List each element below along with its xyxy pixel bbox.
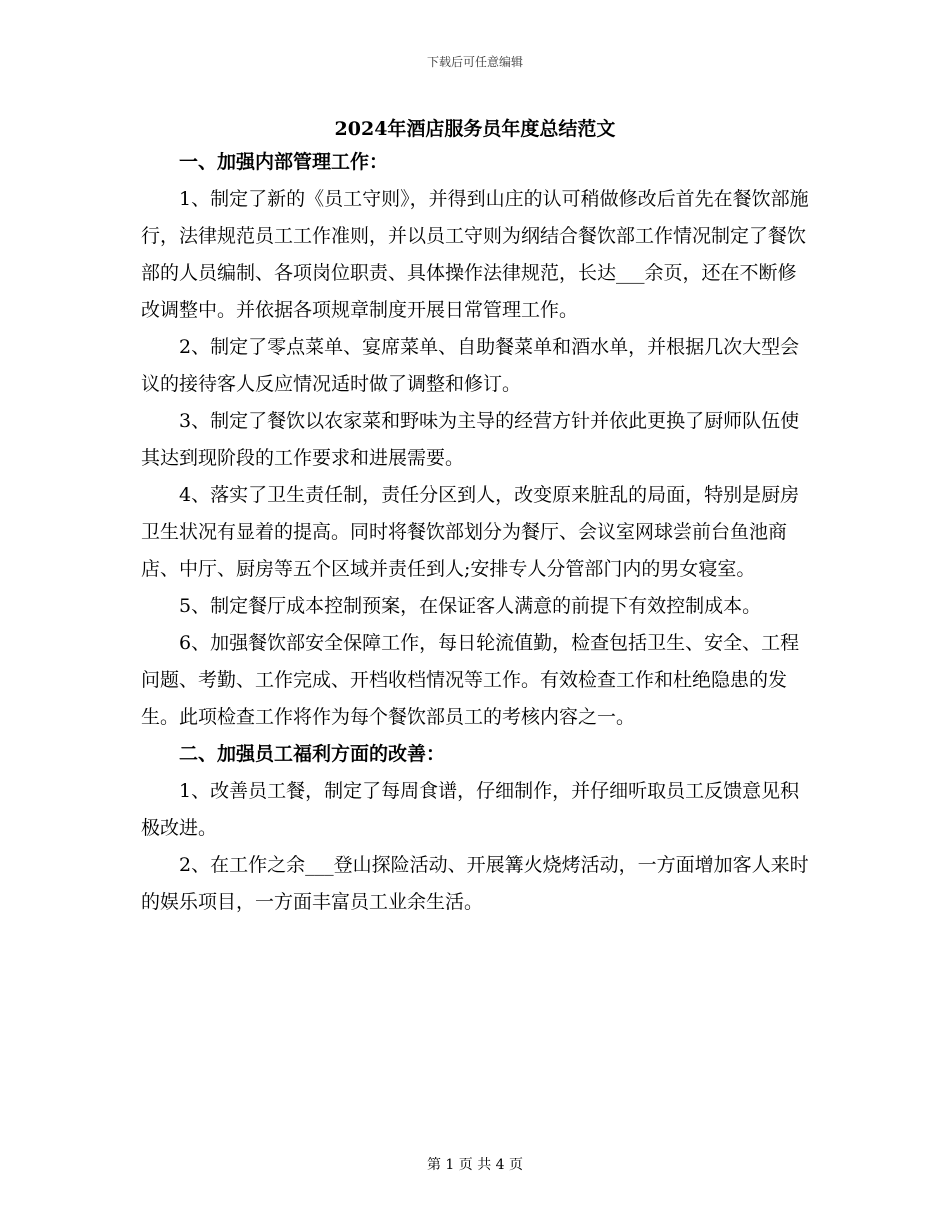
section-staff-welfare bbox=[141, 736, 811, 921]
page-number: 第 1 页 共 4 页 bbox=[426, 1157, 524, 1173]
section-heading: 一、加强内部管理工作： bbox=[179, 151, 389, 173]
document-body bbox=[141, 144, 811, 921]
section-heading: 二、加强员工福利方面的改善： bbox=[179, 743, 446, 765]
paragraph: 6、加强餐饮部安全保障工作，每日轮流值勤，检查包括卫生、安全、工程问题、考勤、工作完成、开档收档情况等工作。有效检查工作和杜绝隐患的发生。此项检查工作将作为每个餐饮部员工的考核内容之一。 bbox=[141, 632, 800, 728]
paragraph: 5、制定餐厅成本控制预案，在保证客人满意的前提下有效控制成本。 bbox=[179, 595, 762, 617]
paragraph: 4、落实了卫生责任制，责任分区到人，改变原来脏乱的局面，特别是厨房卫生状况有显着的提高。同时将餐饮部划分为餐厅、会议室网球尝前台鱼池商店、中厅、厨房等五个区域并责任到人;安排专人分管部门内的男女寝室。 bbox=[141, 484, 800, 580]
header-note: 下载后可任意编辑 bbox=[426, 55, 523, 69]
document-title: 2024年酒店服务员年度总结范文 bbox=[334, 118, 616, 140]
paragraph: 2、在工作之余___登山探险活动、开展篝火烧烤活动，一方面增加客人来时的娱乐项目，一方面丰富员工业余生活。 bbox=[141, 854, 809, 913]
paragraph: 1、制定了新的《员工守则》，并得到山庄的认可稍做修改后首先在餐饮部施行，法律规范员工工作准则，并以员工守则为纲结合餐饮部工作情况制定了餐饮部的人员编制、各项岗位职责、具体操作法律规范，长达___余页，还在不断修改调整中。并依据各项规章制度开展日常管理工作。 bbox=[141, 188, 809, 321]
paragraph: 2、制定了零点菜单、宴席菜单、自助餐菜单和酒水单，并根据几次大型会议的接待客人反应情况适时做了调整和修订。 bbox=[141, 336, 800, 395]
section-internal-management bbox=[141, 144, 811, 736]
paragraph: 1、改善员工餐，制定了每周食谱，仔细制作，并仔细听取员工反馈意见积极改进。 bbox=[141, 780, 800, 839]
paragraph: 3、制定了餐饮以农家菜和野味为主导的经营方针并依此更换了厨师队伍使其达到现阶段的工作要求和进展需要。 bbox=[141, 410, 800, 469]
